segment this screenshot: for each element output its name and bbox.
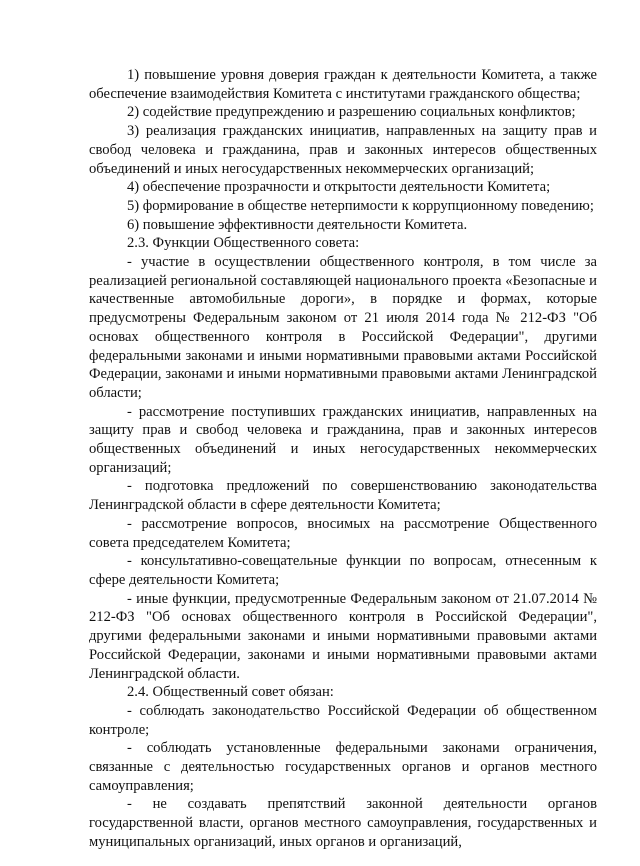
section-heading-2-3: 2.3. Функции Общественного совета:: [127, 235, 360, 252]
function-item-5: - консультативно-совещательные функции по вопросам, отнесенным к сфере деятельности Комитета;: [89, 553, 597, 588]
function-item-3: - подготовка предложений по совершенствованию законодательства Ленинградской области в сфере деятельности Комитета;: [89, 478, 597, 514]
goal-item-3: 3) реализация гражданских инициатив, направленных на защиту прав и свобод человека и гражданина, прав и законных интересов общественных объединений и иных негосударственных некоммерческих организаций;: [89, 123, 597, 177]
goal-item-6: 6) повышение эффективности деятельности Комитета.: [127, 216, 468, 233]
obligation-item-3: - не создавать препятствий законной деятельности органов государственной власти, органов местного самоуправления, государственных и муниципальных организаций, иных органов и организаций,: [89, 796, 597, 850]
goal-item-2: 2) содействие предупреждению и разрешению социальных конфликтов;: [127, 104, 576, 121]
function-item-2: - рассмотрение поступивших гражданских инициатив, направленных на защиту прав и свобод человека и гражданина, прав и законных интересов общественных объединений и иных негосударственных некоммерческих организаций;: [89, 403, 597, 476]
goal-item-1: 1) повышение уровня доверия граждан к деятельности Комитета, а также обеспечение взаимодействия Комитета с институтами гражданского общества;: [89, 67, 597, 102]
obligation-item-2: - соблюдать установленные федеральными законами ограничения, связанные с деятельностью государственных органов и органов местного самоуправления;: [89, 740, 597, 794]
function-item-1: - участие в осуществлении общественного контроля, в том числе за реализацией региональной составляющей национального проекта «Безопасные и качественные автомобильные дороги», в порядке и формах, которые предусмотрены Федеральным законом от 21 июля 2014 года № 212-ФЗ "Об основах общественного контроля в Российской Федерации", другими федеральными законами и иными нормативными правовыми актами Российской Федерации, законами и иными нормативными правовыми актами Ленинградской области;: [89, 254, 597, 401]
goal-item-4: 4) обеспечение прозрачности и открытости деятельности Комитета;: [127, 179, 551, 196]
section-heading-2-4: 2.4. Общественный совет обязан:: [127, 684, 334, 701]
function-item-4: - рассмотрение вопросов, вносимых на рассмотрение Общественного совета председателем Комитета;: [89, 515, 597, 551]
obligation-item-1: - соблюдать законодательство Российской Федерации об общественном контроле;: [89, 702, 597, 738]
goal-item-5: 5) формирование в обществе нетерпимости к коррупционному поведению;: [127, 197, 594, 214]
document-body: [89, 66, 597, 852]
function-item-6: - иные функции, предусмотренные Федеральным законом от 21.07.2014 № 212-ФЗ "Об основах общественного контроля в Российской Федерации", другими федеральными законами и иными нормативными правовыми актами Российской Федерации, законами и иными нормативными правовыми актами Ленинградской области.: [89, 590, 597, 682]
